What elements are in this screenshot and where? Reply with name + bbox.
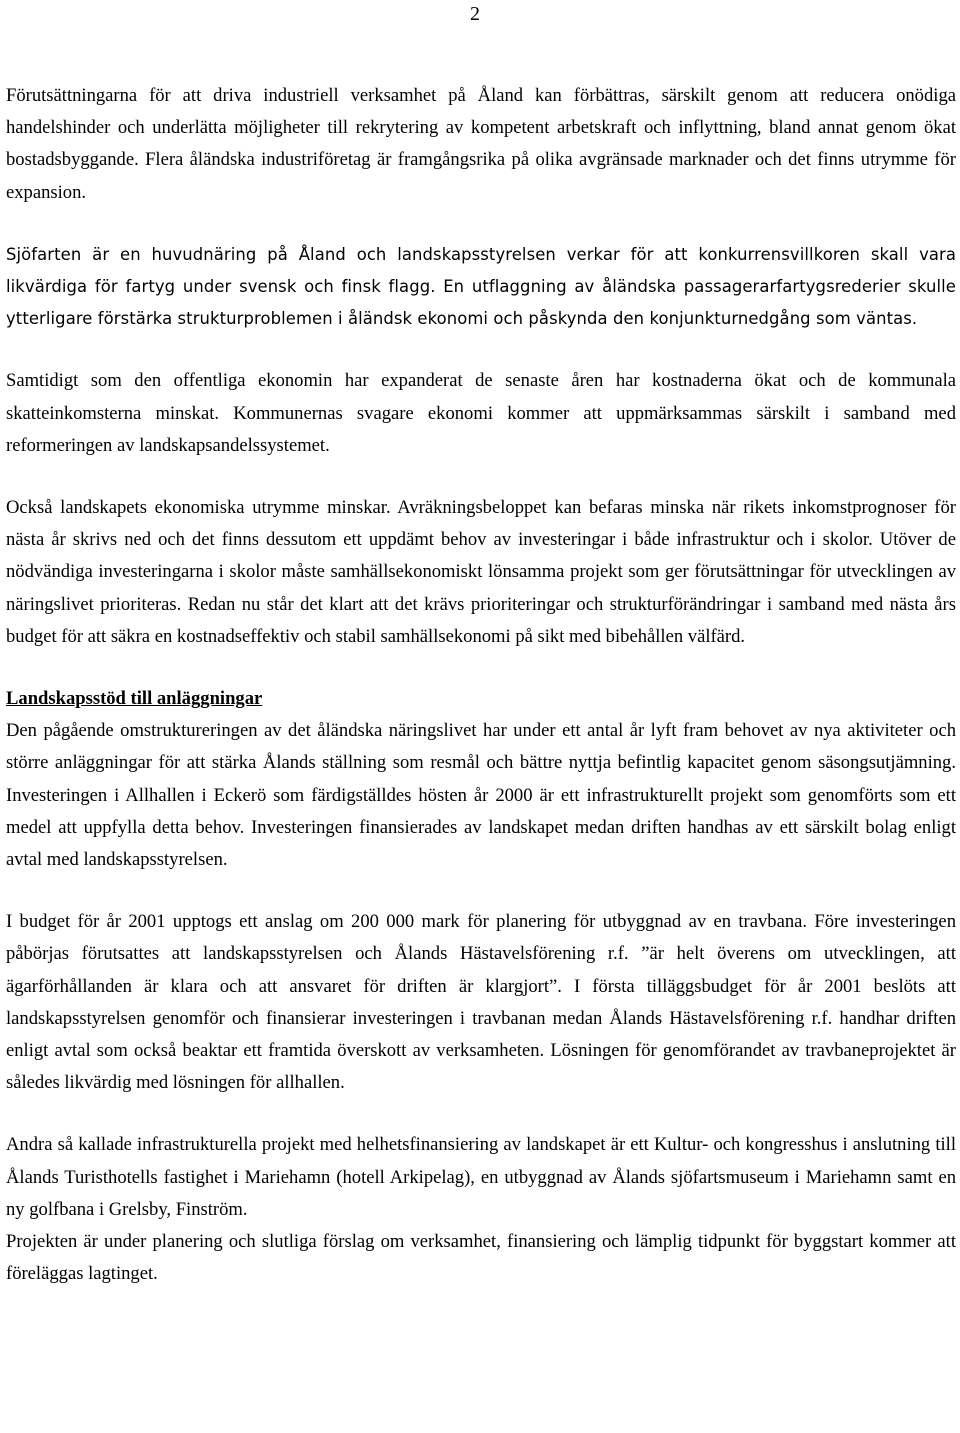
paragraph-planning: Projekten är under planering och slutliga förslag om verksamhet, finansiering och lämplig tidpunkt för byggstart kommer att föreläggas lagtinget. [6, 1231, 956, 1285]
paragraph-public-economy: Samtidigt som den offentliga ekonomin har expanderat de senaste åren har kostnaderna ökat och de kommunala skatteinkomsterna minskat. Kommunernas svagare ekonomi kommer att uppmärksammas särskilt i samband med reformeringen av landskapsandelssystemet. [6, 370, 956, 456]
page-number: 2 [470, 3, 480, 25]
paragraph-travbana: I budget för år 2001 upptogs ett anslag om 200 000 mark för planering för utbyggnad av en travbana. Före investeringen påbörjas förutsattes att landskapsstyrelsen och Ålands Hästavelsförening r.f. ”är helt överens om utvecklingen, att ägarförhållanden är klara och att ansvaret för driften är klargjort”. I första tilläggsbudget för år 2001 beslöts att landskapsstyrelsen genomför och finansierar investeringen i travbanan medan Ålands Hästavelsförening r.f. handhar driften enligt avtal som också beaktar ett framtida överskott av verksamheten. Lösningen för genomförandet av travbaneprojektet är således likvärdig med lösningen för allhallen. [6, 911, 956, 1094]
paragraph-other-projects: Andra så kallade infrastrukturella projekt med helhetsfinansiering av landskapet är ett Kultur- och kongresshus i anslutning till Ålands Turisthotells fastighet i Mariehamn (hotell Arkipelag), en utbyggnad av Ålands sjöfartsmuseum i Mariehamn samt en ny golfbana i Grelsby, Finström. [6, 1134, 956, 1220]
paragraph-restructuring: Den pågående omstruktureringen av det åländska näringslivet har under ett antal år lyft fram behovet av nya aktiviteter och större anläggningar för att stärka Ålands ställning som resmål och bättre nyttja befintlig kapacitet genom säsongsutjämning. Investeringen i Allhallen i Eckerö som färdigställdes hösten år 2000 är ett infrastrukturellt projekt som genomförts som ett medel att uppfylla detta behov. Investeringen finansierades av landskapet medan driften handhas av ett särskilt bolag enligt avtal med landskapsstyrelsen. [6, 720, 956, 871]
paragraph-shipping: Sjöfarten är en huvudnäring på Åland och landskapsstyrelsen verkar för att konkurrensvillkoren skall vara likvärdiga för fartyg under svensk och finsk flagg. En utflaggning av åländska passagerarfartygsrederier skulle ytterligare förstärka strukturproblemen i åländsk ekonomi och påskynda den konjunkturnedgång som väntas. [6, 244, 956, 329]
paragraph-industry: Förutsättningarna för att driva industriell verksamhet på Åland kan förbättras, särskilt genom att reducera onödiga handelshinder och underlätta möjligheter till rekrytering av kompetent arbetskraft och inflyttning, bland annat genom ökat bostadsbyggande. Flera åländska industriföretag är framgångsrika på olika avgränsade marknader och det finns utrymme för expansion. [6, 85, 956, 203]
paragraph-government-budget: Också landskapets ekonomiska utrymme minskar. Avräkningsbeloppet kan befaras minska när rikets inkomstprognoser för nästa år skrivs ned och det finns dessutom ett uppdämt behov av investeringar i både infrastruktur och i skolor. Utöver de nödvändiga investeringarna i skolor måste samhällsekonomiskt lönsamma projekt som ger förutsättningar för utvecklingen av näringslivet prioriteras. Redan nu står det klart att det krävs prioriteringar och strukturförändringar i samband med nästa års budget för att säkra en kostnadseffektiv och stabil samhällsekonomi på sikt med bibehållen välfärd. [6, 497, 956, 647]
section-heading: Landskapsstöd till anläggningar [6, 688, 263, 710]
document-body [6, 80, 956, 1291]
